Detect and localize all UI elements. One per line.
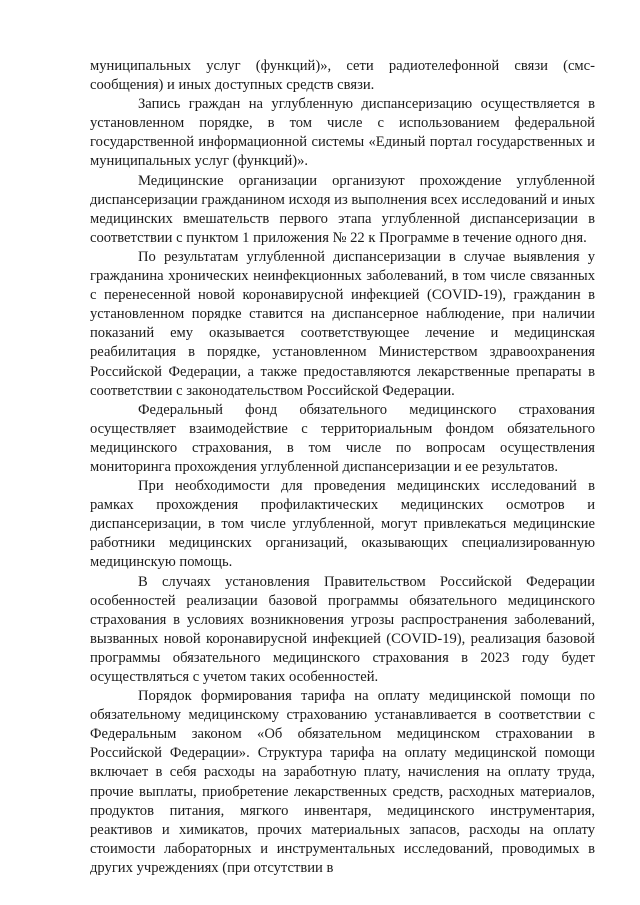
paragraph-tariff: Порядок формирования тарифа на оплату медицинской помощи по обязательному медицинскому страхованию устанавливается в соответствии с Федеральным законом «Об обязательном медицинском страховании в Российской Федерации». Структура тарифа на оплату медицинской помощи включает в себя расходы на заработную плату, начисления на оплату труда, прочие выплаты, приобретение лекарственных средств, расходных материалов, продуктов питания, мягкого инвентаря, медицинского инструментария, реактивов и химикатов, прочих материальных запасов, расходы на оплату стоимости лабораторных и инструментальных исследований, проводимых в других учреждениях (при отсутствии в <box>90 688 595 876</box>
paragraph-federal-fund: Федеральный фонд обязательного медицинского страхования осуществляет взаимодействие с территориальным фондом обязательного медицинского страхования, в том числе по вопросам осуществления мониторинга прохождения углубленной диспансеризации и ее результатов. <box>90 401 595 475</box>
paragraph-organization: Медицинские организации организуют прохождение углубленной диспансеризации гражданином исходя из выполнения всех исследований и иных медицинских вмешательств первого этапа углубленной диспансеризации в соответствии с пунктом 1 приложения № 22 к Программе в течение одного дня. <box>90 172 595 246</box>
paragraph-results: По результатам углубленной диспансеризации в случае выявления у гражданина хронических неинфекционных заболеваний, в том числе связанных с перенесенной новой коронавирусной инфекцией (COVID-19), гражданин в установленном порядке ставится на диспансерное наблюдение, при наличии показаний ему оказывается соответствующее лечение и медицинская реабилитация в порядке, установленном Министерством здравоохранения Российской Федерации, а также предоставляются лекарственные препараты в соответствии с законодательством Российской Федерации. <box>90 248 595 399</box>
document-page <box>90 57 595 878</box>
paragraph-enrollment: Запись граждан на углубленную диспансеризацию осуществляется в установленном порядке, в том числе с использованием федеральной государственной информационной системы «Единый портал государственных и муниципальных услуг (функций)». <box>90 96 595 170</box>
paragraph-continuation: муниципальных услуг (функций)», сети радиотелефонной связи (смс-сообщения) и иных доступных средств связи. <box>90 58 595 94</box>
paragraph-government-cases: В случаях установления Правительством Российской Федерации особенностей реализации базовой программы обязательного медицинского страхования в условиях возникновения угрозы распространения заболеваний, вызванных новой коронавирусной инфекцией (COVID-19), реализация базовой программы обязательного медицинского страхования в 2023 году будет осуществляться с учетом таких особенностей. <box>90 573 595 685</box>
paragraph-medical-workers: При необходимости для проведения медицинских исследований в рамках прохождения профилактических медицинских осмотров и диспансеризации, в том числе углубленной, могут привлекаться медицинские работники медицинских организаций, оказывающих специализированную медицинскую помощь. <box>90 478 595 571</box>
